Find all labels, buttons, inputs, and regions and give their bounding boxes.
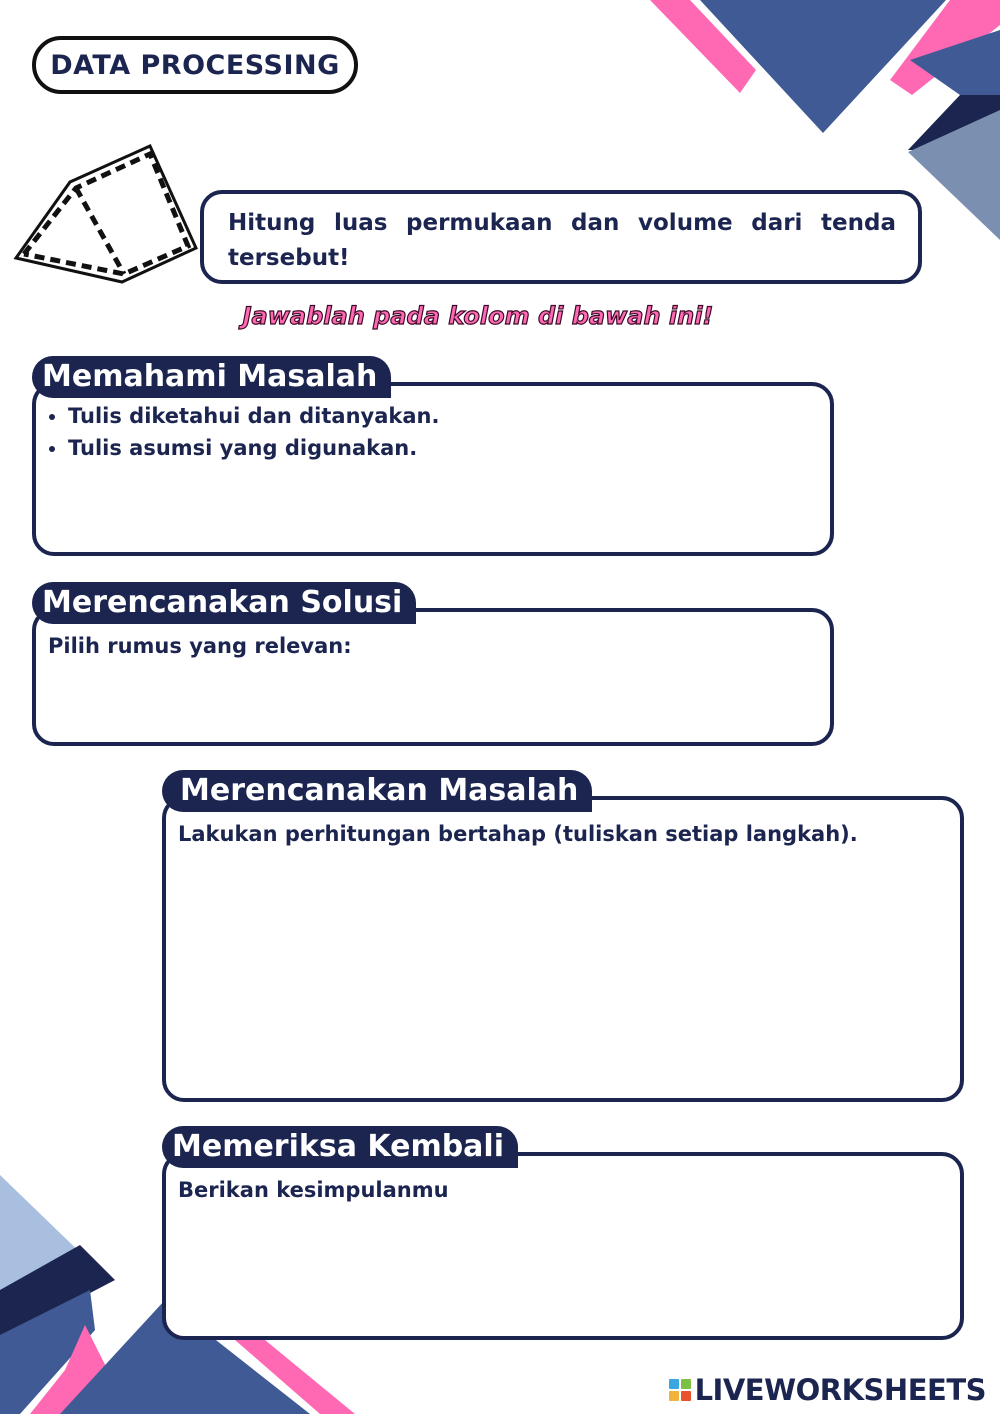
logo-grid-icon: [669, 1379, 691, 1401]
liveworksheets-logo: [669, 1372, 986, 1408]
merencanakan-solusi-title: Merencanakan Solusi: [32, 582, 416, 624]
merencanakan-solusi-prompt: Pilih rumus yang relevan:: [48, 634, 352, 658]
memahami-masalah-title: Memahami Masalah: [32, 356, 391, 398]
question-text: Hitung luas permukaan dan volume dari tenda tersebut!: [228, 210, 896, 271]
tent-icon: [10, 138, 210, 288]
memahami-masalah-list: [46, 400, 439, 464]
logo-text: LIVEWORKSHEETS: [694, 1373, 986, 1407]
memeriksa-kembali-prompt: Berikan kesimpulanmu: [178, 1178, 449, 1202]
bullet-item: • Tulis asumsi yang digunakan.: [68, 432, 439, 464]
page-title: DATA PROCESSING: [32, 36, 358, 94]
merencanakan-masalah-title: Merencanakan Masalah: [162, 770, 592, 812]
question-box: [200, 190, 922, 284]
bullet-item: • Tulis diketahui dan ditanyakan.: [68, 400, 439, 432]
merencanakan-solusi-box[interactable]: [32, 608, 834, 746]
instruction-text: Jawablah pada kolom di bawah ini!: [242, 302, 714, 330]
memeriksa-kembali-title: Memeriksa Kembali: [162, 1126, 518, 1168]
merencanakan-masalah-prompt: Lakukan perhitungan bertahap (tuliskan setiap langkah).: [178, 822, 858, 846]
